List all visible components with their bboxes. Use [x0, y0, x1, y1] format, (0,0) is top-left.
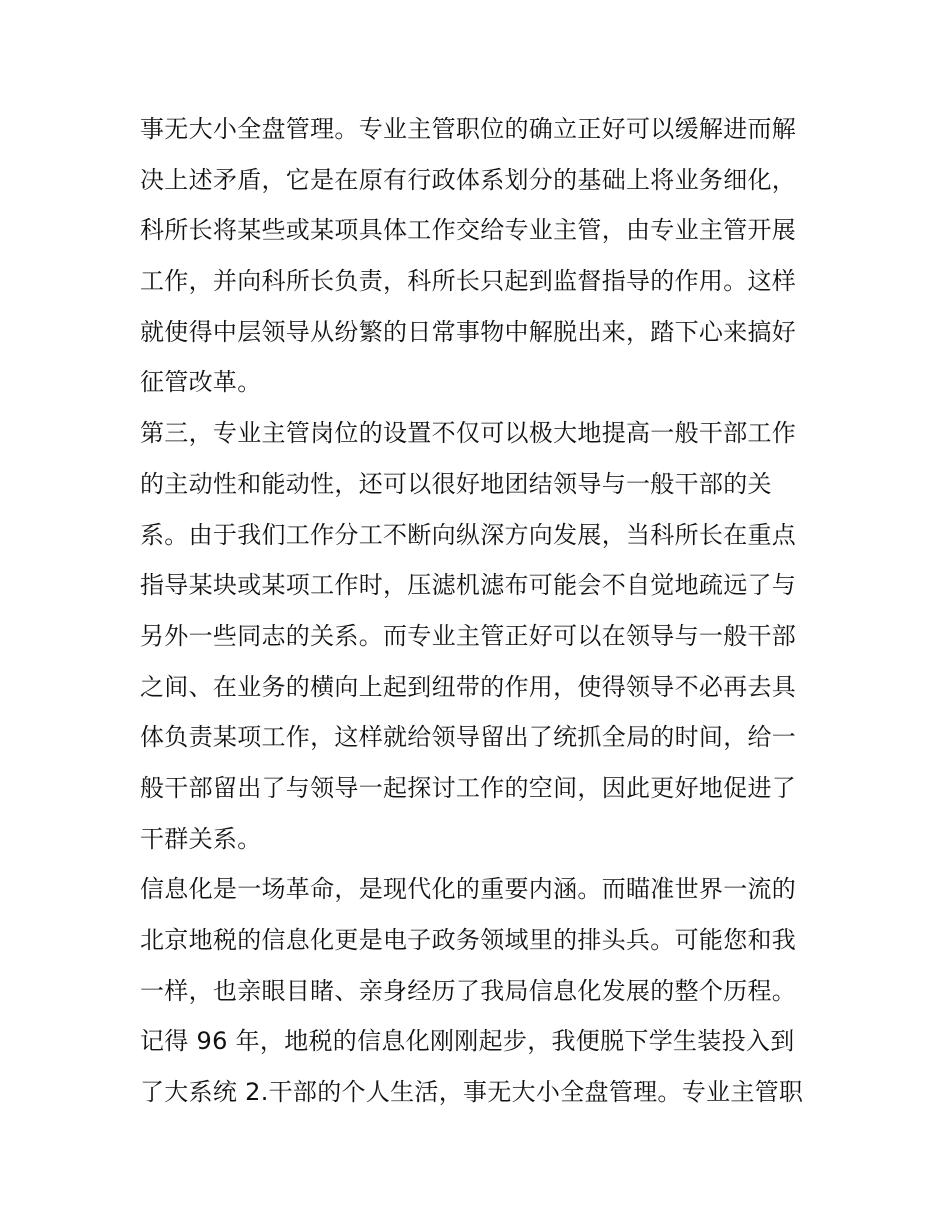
text-line: 体负责某项工作，这样就给领导留出了统抓全局的时间，给一 — [140, 723, 797, 752]
text-line: 第三，专业主管岗位的设置不仅可以极大地提高一般干部工作 — [140, 419, 797, 448]
text-line: 就使得中层领导从纷繁的日常事物中解脱出来，踏下心来搞好 — [140, 317, 797, 346]
text-line: 决上述矛盾，它是在原有行政体系划分的基础上将业务细化， — [140, 165, 797, 194]
text-line: 系。由于我们工作分工不断向纵深方向发展，当科所长在重点 — [140, 520, 797, 549]
text-line: 一样，也亲眼目睹、亲身经历了我局信息化发展的整个历程。 — [140, 976, 797, 1005]
text-line: 干群关系。 — [140, 824, 262, 853]
text-line: 科所长将某些或某项具体工作交给专业主管，由专业主管开展 — [140, 216, 797, 245]
text-line: 指导某块或某项工作时，压滤机滤布可能会不自觉地疏远了与 — [140, 571, 797, 600]
text-line: 事无大小全盘管理。专业主管职位的确立正好可以缓解进而解 — [140, 115, 797, 143]
text-line: 了大系统 2.干部的个人生活，事无大小全盘管理。专业主管职 — [140, 1078, 804, 1107]
text-line: 工作，并向科所长负责，科所长只起到监督指导的作用。这样 — [140, 267, 797, 296]
text-line: 之间、在业务的横向上起到纽带的作用，使得领导不必再去具 — [140, 672, 797, 701]
text-line: 的主动性和能动性，还可以很好地团结领导与一般干部的关 — [140, 469, 772, 498]
text-line: 般干部留出了与领导一起探讨工作的空间，因此更好地促进了 — [140, 773, 797, 802]
text-line: 信息化是一场革命，是现代化的重要内涵。而瞄准世界一流的 — [140, 875, 797, 904]
text-line: 记得 96 年，地税的信息化刚刚起步，我便脱下学生装投入到 — [140, 1027, 795, 1056]
text-line: 另外一些同志的关系。而专业主管正好可以在领导与一般干部 — [140, 621, 797, 650]
body-text — [140, 104, 820, 1118]
text-line: 征管改革。 — [140, 368, 262, 397]
text-line: 北京地税的信息化更是电子政务领域里的排头兵。可能您和我 — [140, 926, 797, 954]
